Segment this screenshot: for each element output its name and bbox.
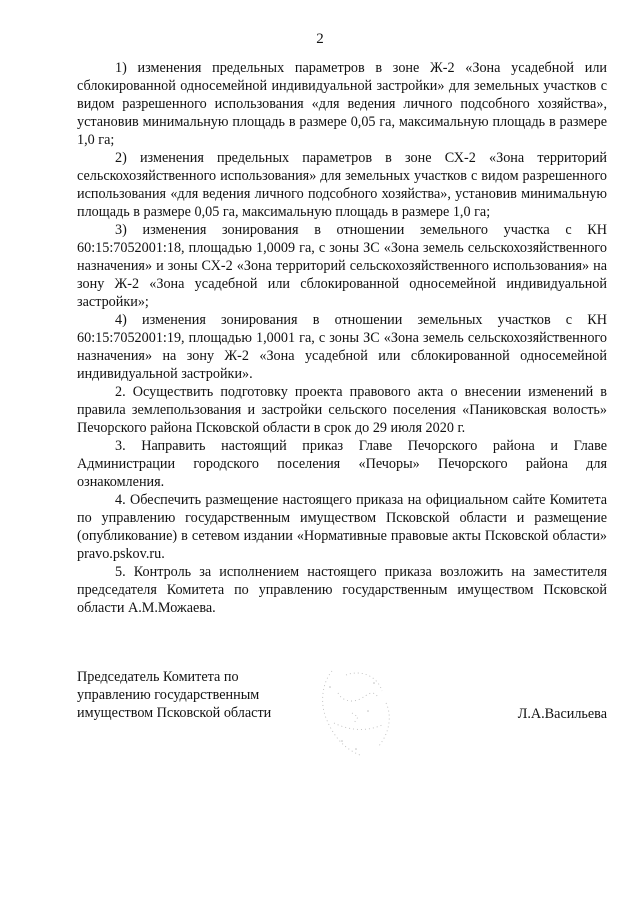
page-number: 2 xyxy=(316,31,324,47)
paragraph-2: 2. Осуществить подготовку проекта правового акта о внесении изменений в правила землепользования и застройки сельского поселения «Паниковская волость» Печорского района Псковской области в срок до 29 июля 2020 г. xyxy=(77,384,607,436)
paragraph-1-1: 1) изменения предельных параметров в зоне Ж-2 «Зона усадебной или сблокированной односемейной индивидуальной застройки» для земельных участков с видом разрешенного использования «для ведения личного подсобного хозяйства», установив минимальную площадь в размере 0,05 га, максимальную площадь в размере 1,0 га; xyxy=(77,60,607,148)
signatory-title-line: имуществом Псковской области xyxy=(77,705,272,721)
faint-stamp-mark xyxy=(312,663,402,763)
paragraph-4: 4. Обеспечить размещение настоящего приказа на официальном сайте Комитета по управлению государственным имуществом Псковской области и размещение (опубликование) в сетевом издании «Нормативные правовые акты Псковской области» pravo.pskov.ru. xyxy=(77,492,607,562)
signatory-title-line: Председатель Комитета по xyxy=(77,669,239,685)
paragraph-1-4: 4) изменения зонирования в отношении земельных участков с КН 60:15:7052001:19, площадью 1,0001 га, с зоны ЗС «Зона земель сельскохозяйственного назначения» на зону Ж-2 «Зона усадебной или сблокированной односемейной индивидуальной застройки». xyxy=(77,312,607,382)
paragraph-1-2: 2) изменения предельных параметров в зоне СХ-2 «Зона территорий сельскохозяйственного использования» для земельных участков с видом разрешенного использования «для ведения личного подсобного хозяйства», установив минимальную площадь в размере 0,05 га, максимальную площадь в размере 1,0 га; xyxy=(77,150,607,220)
document-body xyxy=(77,59,607,617)
signatory-title xyxy=(77,668,271,722)
signatory-name: Л.А.Васильева xyxy=(517,706,607,722)
signatory-title-line: управлению государственным xyxy=(77,687,260,703)
paragraph-5: 5. Контроль за исполнением настоящего приказа возложить на заместителя председателя Комитета по управлению государственным имуществом Псковской области А.М.Можаева. xyxy=(77,564,607,616)
paragraph-3: 3. Направить настоящий приказ Главе Печорского района и Главе Администрации городского поселения «Печоры» Печорского района для ознакомления. xyxy=(77,438,607,490)
paragraph-1-3: 3) изменения зонирования в отношении земельного участка с КН 60:15:7052001:18, площадью 1,0009 га, с зоны ЗС «Зона земель сельскохозяйственного назначения» и зоны СХ-2 «Зона территорий сельскохозяйственного использования» на зону Ж-2 «Зона усадебной или сблокированной односемейной индивидуальной застройки»; xyxy=(77,222,607,310)
